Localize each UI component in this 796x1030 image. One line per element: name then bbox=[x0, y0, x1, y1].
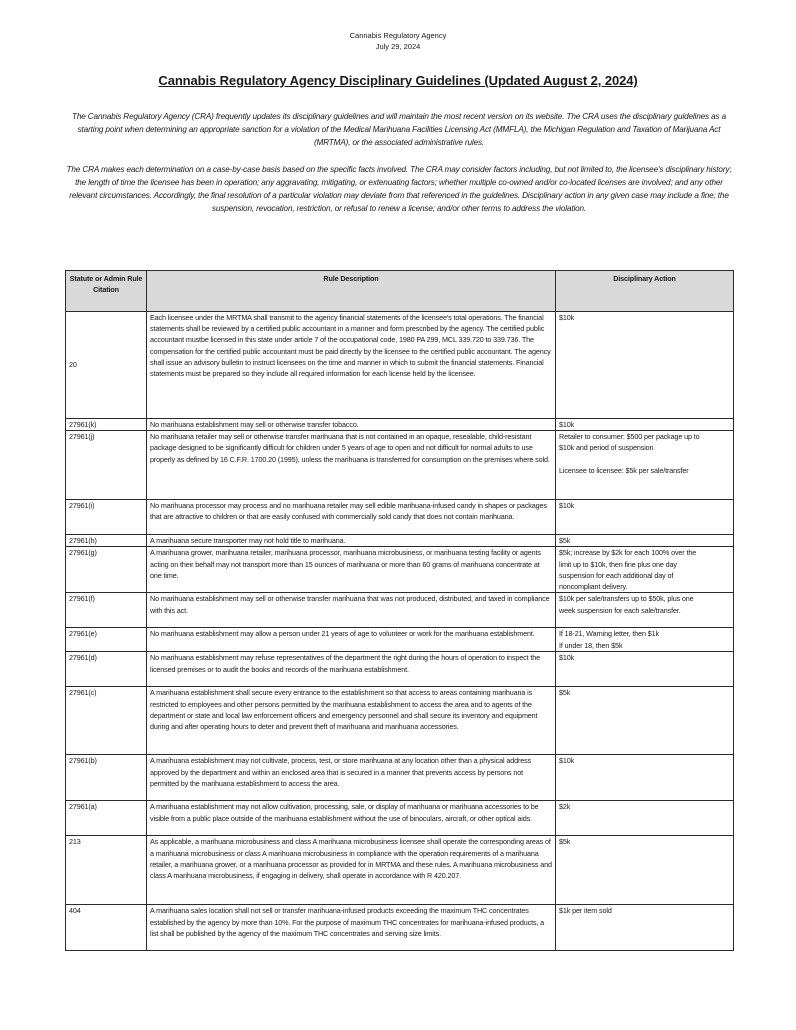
citation-cell: 27961(b) bbox=[66, 755, 147, 801]
table-row bbox=[66, 905, 734, 951]
table-row bbox=[66, 687, 734, 755]
column-header-description: Rule Description bbox=[147, 271, 556, 312]
action-text: $10k per sale/transfers up to $50k, plus one bbox=[559, 594, 694, 604]
table-row bbox=[66, 755, 734, 801]
citation-cell: 213 bbox=[66, 836, 147, 905]
description-cell: A marihuana secure transporter may not hold title to marihuana. bbox=[147, 535, 556, 547]
action-cell bbox=[556, 652, 734, 687]
action-text: $2k bbox=[559, 802, 571, 812]
action-cell bbox=[556, 628, 734, 652]
document-title: Cannabis Regulatory Agency Disciplinary Guidelines (Updated August 2, 2024) bbox=[158, 73, 638, 88]
intro-paragraph-2: The CRA makes each determination on a case-by-case basis based on the specific facts involved. The CRA may consider factors including, but not limited to, the licensee's disciplinary history; the length of time the licensee has been in operation; any aggravating, mitigating, or extenuating factors; whether multiple co-owned and/or co-located licenses are involved; and any other relevant circumstances. Accordingly, the final resolution of a particular violation may deviate from that referenced in the guidelines. Disciplinary action in any given case may include a fine; the suspension, revocation, restriction, or refusal to renew a license; and/or other terms to address the violation. bbox=[66, 165, 732, 213]
description-cell: A marihuana establishment shall secure every entrance to the establishment so that access to areas containing marihuana is restricted to employees and other persons permitted by the marihuana establishment to access the area and to agents of the department or state and local law enforcement officers and emergency personnel and shall secure its inventory and equipment during and after operating hours to deter and prevent theft of marihuana and marihuana accessories. bbox=[147, 687, 556, 755]
action-cell bbox=[556, 755, 734, 801]
table-row bbox=[66, 547, 734, 593]
action-text: $5k bbox=[559, 688, 571, 698]
action-cell bbox=[556, 431, 734, 500]
description-cell: A marihuana establishment may not allow cultivation, processing, sale, or display of marihuana or marihuana accessories to be visible from a public place outside of the marihuana establishment without the use of binoculars, aircraft, or other optical aids. bbox=[147, 801, 556, 836]
description-cell: A marihuana sales location shall not sell or transfer marihuana-infused products exceeding the maximum THC concentrates established by the agency by more than 10%. For the purpose of maximum THC concentrates for marihuana-infused products, a list shall be published by the agency of the maximum THC concentrates and serving size limits. bbox=[147, 905, 556, 951]
action-text: $5k bbox=[559, 536, 571, 546]
citation-cell: 27961(a) bbox=[66, 801, 147, 836]
action-cell bbox=[556, 593, 734, 628]
table-row bbox=[66, 836, 734, 905]
action-cell bbox=[556, 312, 734, 419]
action-cell bbox=[556, 500, 734, 535]
description-cell: As applicable, a marihuana microbusiness and class A marihuana microbusiness licensee shall operate the corresponding areas of a marihuana microbusiness or class A marihuana microbusiness in compliance with the operation requirements of a marihuana retailer, a marihuana grower, or a marihuana processor as provided for in MRTMA and these rules. A marihuana microbusiness and class A marihuana microbusiness, if engaging in delivery, shall operate in accordance with R 420.207. bbox=[147, 836, 556, 905]
table-header-row bbox=[66, 271, 734, 312]
action-text: If 18-21, Warning letter, then $1k bbox=[559, 629, 659, 639]
action-cell bbox=[556, 836, 734, 905]
citation-cell: 27961(e) bbox=[66, 628, 147, 652]
action-text: $10k bbox=[559, 653, 575, 663]
citation-cell: 27961(c) bbox=[66, 687, 147, 755]
action-cell bbox=[556, 547, 734, 593]
action-text: suspension for each additional day of bbox=[559, 570, 674, 580]
disciplinary-guidelines-table bbox=[65, 270, 734, 951]
action-text: noncompliant delivery. bbox=[559, 582, 628, 592]
citation-cell: 27961(i) bbox=[66, 500, 147, 535]
table-row bbox=[66, 593, 734, 628]
action-cell bbox=[556, 905, 734, 951]
action-text: $10k bbox=[559, 313, 575, 322]
action-text: If under 18, then $5k bbox=[559, 640, 623, 650]
action-text: week suspension for each sale/transfer. bbox=[559, 605, 681, 615]
description-cell: Each licensee under the MRTMA shall transmit to the agency financial statements of the licensee's total operations. The financial statements shall be reviewed by a certified public accountant in a manner and form prescribed by the agency. The certified public accountant mustbe licensed in this state under article 7 of the occupational code, 1980 PA 299, MCL 339.720 to 339.736. The compensation for the certified public accountant must be paid directly by the licensee to the certified public accountant. The agency shall issue an advisory bulletin to instruct licensees on the time and manner in which to submit the financial statements. Financial statements must be prepared so they include all required information for each license held by the licensee. bbox=[147, 312, 556, 419]
table-row bbox=[66, 628, 734, 652]
citation-cell: 404 bbox=[66, 905, 147, 951]
table-body bbox=[66, 312, 734, 951]
action-cell bbox=[556, 419, 734, 431]
citation-cell: 27961(d) bbox=[66, 652, 147, 687]
table-row bbox=[66, 801, 734, 836]
header-date: July 29, 2024 bbox=[375, 42, 421, 51]
action-text: Retailer to consumer: $500 per package up to bbox=[559, 432, 700, 442]
table-row bbox=[66, 652, 734, 687]
action-text: $1k per item sold bbox=[559, 906, 612, 916]
description-cell: No marihuana establishment may sell or otherwise transfer marihuana that was not produced, distributed, and taxed in compliance with this act. bbox=[147, 593, 556, 628]
action-text: Licensee to licensee: $5k per sale/transfer bbox=[559, 465, 689, 475]
action-cell bbox=[556, 687, 734, 755]
description-cell: A marihuana establishment may not cultivate, process, test, or store marihuana at any location other than a physical address approved by the department and within an enclosed area that is secured in a manner that prevents access by persons not permitted by the marihuana establishment to access the area. bbox=[147, 755, 556, 801]
description-cell: A marihuana grower, marihuana retailer, marihuana processor, marihuana microbusiness, or marihuana testing facility or agents acting on their behalf may not transport more than 15 ounces of marihuana or more than 60 grams of marihuana concentrate at one time. bbox=[147, 547, 556, 593]
description-cell: No marihuana establishment may sell or otherwise transfer tobacco. bbox=[147, 419, 556, 431]
action-text: $5k; increase by $2k for each 100% over the bbox=[559, 548, 697, 558]
action-text: $5k bbox=[559, 837, 571, 847]
action-text: $10k bbox=[559, 756, 575, 766]
table-row bbox=[66, 431, 734, 500]
description-cell: No marihuana establishment may refuse representatives of the department the right during the hours of operation to inspect the licensed premises or to audit the books and records of the marihuana establishment. bbox=[147, 652, 556, 687]
column-header-action: Disciplinary Action bbox=[556, 271, 734, 312]
action-text: $10k and period of suspension bbox=[559, 443, 654, 453]
action-text: limit up to $10k, then fine plus one day bbox=[559, 559, 677, 569]
document-header bbox=[0, 30, 796, 52]
action-text: $10k bbox=[559, 420, 575, 429]
agency-name: Cannabis Regulatory Agency bbox=[349, 31, 447, 40]
action-cell bbox=[556, 801, 734, 836]
description-cell: No marihuana processor may process and no marihuana retailer may sell edible marihuana-infused candy in shapes or packages that are attractive to children or that are easily confused with commercially sold candy that does not contain marihuana. bbox=[147, 500, 556, 535]
column-header-citation: Statute or Admin Rule Citation bbox=[66, 271, 147, 312]
description-cell: No marihuana establishment may allow a person under 21 years of age to volunteer or work for the marihuana establishment. bbox=[147, 628, 556, 652]
table-row bbox=[66, 535, 734, 547]
citation-cell: 27961(g) bbox=[66, 547, 147, 593]
citation-cell: 20 bbox=[66, 312, 147, 419]
action-cell bbox=[556, 535, 734, 547]
action-text: $10k bbox=[559, 501, 575, 511]
citation-cell: 27961(j) bbox=[66, 431, 147, 500]
table-row bbox=[66, 500, 734, 535]
citation-cell: 27961(h) bbox=[66, 535, 147, 547]
citation-cell: 27961(k) bbox=[66, 419, 147, 431]
table-row bbox=[66, 312, 734, 419]
intro-paragraph-1: The Cannabis Regulatory Agency (CRA) frequently updates its disciplinary guidelines and will maintain the most recent version on its website. The CRA uses the disciplinary guidelines as a starting point when determining an appropriate sanction for a violation of the Medical Marihuana Facilities Licensing Act (MMFLA), the Michigan Regulation and Taxation of Marijuana Act (MRTMA), or the associated administrative rules. bbox=[72, 112, 726, 147]
citation-cell: 27961(f) bbox=[66, 593, 147, 628]
action-spacer bbox=[559, 454, 730, 465]
description-cell: No marihuana retailer may sell or otherwise transfer marihuana that is not contained in an opaque, resealable, child-resistant package designed to be significantly difficult for children under 5 years of age to open and not difficult for normal adults to use properly as defined by 16 C.F.R. 1700.20 (1995), unless the marihuana is transferred for consumption on the premises where sold. bbox=[147, 431, 556, 500]
table-row bbox=[66, 419, 734, 431]
